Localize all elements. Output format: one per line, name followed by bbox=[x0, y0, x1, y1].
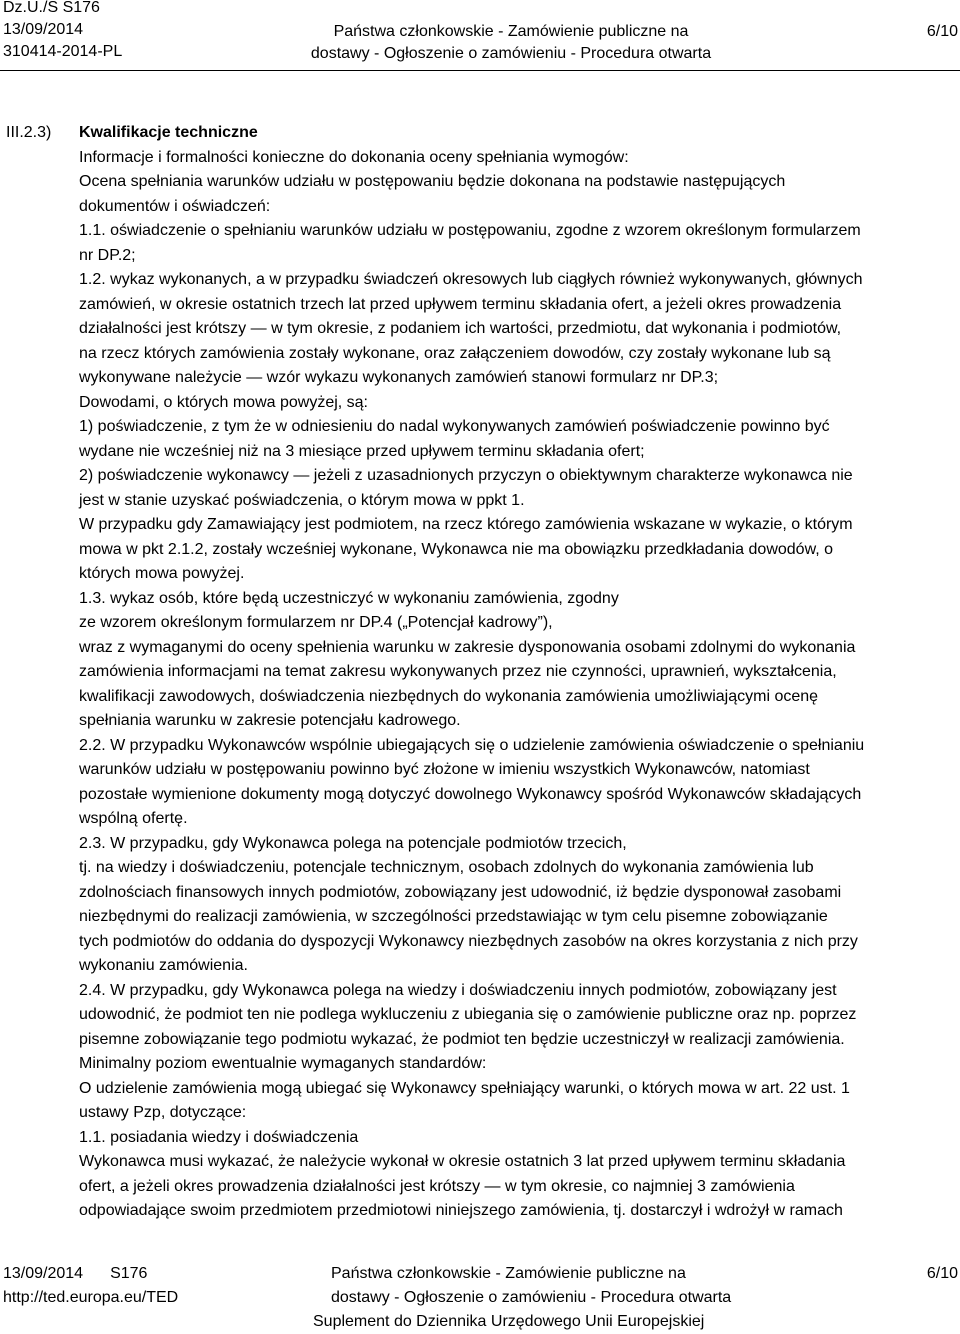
header-title-line2: dostawy - Ogłoszenie o zamówieniu - Procedura otwarta bbox=[310, 45, 712, 62]
body-line: W przypadku gdy Zamawiający jest podmiotem, na rzecz którego zamówienia wskazane w wykazie, o którym bbox=[79, 516, 853, 533]
body-line: mowa w pkt 2.1.2, zostały wcześniej wykonane, Wykonawca nie ma obowiązku przedkładania dowodów, o bbox=[79, 540, 834, 558]
header-date: 13/09/2014 bbox=[3, 21, 84, 38]
body-line: 2.3. W przypadku, gdy Wykonawca polega na potencjale podmiotów trzecich, bbox=[79, 834, 627, 852]
body-line: 1.1. oświadczenie o spełnianiu warunków udziału w postępowaniu, zgodne z wzorem określonym formularzem bbox=[79, 222, 861, 239]
body-line: Dowodami, o których mowa powyżej, są: bbox=[79, 393, 368, 411]
body-line: kwalifikacji zawodowych, doświadczenia niezbędnych do wykonania zamówienia umożliwiającymi ocenę bbox=[79, 687, 819, 705]
body-line: 2) poświadczenie wykonawcy — jeżeli z uzasadnionych przyczyn o obiektywnym charakterze wykonawca nie bbox=[79, 467, 853, 484]
header-page-number: 6/10 bbox=[926, 23, 958, 40]
body-line: Informacje i formalności konieczne do dokonania oceny spełniania wymogów: bbox=[79, 148, 629, 166]
header-title-line1: Państwa członkowskie - Zamówienie publiczne na bbox=[333, 23, 689, 40]
body-line: ustawy Pzp, dotyczące: bbox=[79, 1104, 247, 1121]
body-line: 2.2. W przypadku Wykonawców wspólnie ubiegających się o udzielenie zamówienia oświadczenie o spełnianiu bbox=[79, 736, 865, 754]
body-line: pozostałe wymienione dokumenty mogą dotyczyć dowolnego Wykonawcy spośród Wykonawców składających bbox=[79, 785, 862, 803]
header-title bbox=[0, 21, 960, 65]
footer-title bbox=[313, 1262, 732, 1334]
body-line: jest w stanie uzyskać poświadczenia, o którym mowa w ppkt 1. bbox=[79, 491, 525, 509]
doc-id: Dz.U./S S176 bbox=[3, 0, 100, 16]
body-line: 1.1. posiadania wiedzy i doświadczenia bbox=[79, 1128, 359, 1146]
body-line: Wykonawca musi wykazać, że należycie wykonał w okresie ostatnich 3 lat przed upływem terminu składania bbox=[79, 1153, 846, 1170]
body-line: pisemne zobowiązanie tego podmiotu wykazać, że podmiot ten będzie uczestniczył w realizacji zamówienia. bbox=[79, 1030, 845, 1048]
body-line: wykonywane należycie — wzór wykazu wykonanych zamówień stanowi formularz nr DP.3; bbox=[79, 369, 719, 386]
body-line: ze wzorem określonym formularzem nr DP.4 („Potencjał kadrowy”), bbox=[79, 614, 553, 631]
footer-title-line1: Państwa członkowskie - Zamówienie publiczne na bbox=[331, 1265, 686, 1282]
body-line: niezbędnymi do realizacji zamówienia, w szczególności przedstawiając w tym celu pisemne zobowiązanie bbox=[79, 908, 828, 925]
body-line: zamówienia informacjami na temat zakresu wykonywanych przez nie czynności, uprawnień, wykształcenia, bbox=[79, 663, 837, 680]
body-line: tj. na wiedzy i doświadczeniu, potencjale technicznym, osobach zdolnych do wykonania zamówienia lub bbox=[79, 859, 814, 876]
footer-page-number: 6/10 bbox=[926, 1265, 958, 1282]
body-line: wspólną ofertę. bbox=[79, 810, 188, 827]
body-line: działalności jest krótszy — w tym okresie, z podaniem ich wartości, przedmiotu, dat wykonania i podmiotów, bbox=[79, 320, 842, 337]
body-line: dokumentów i oświadczeń: bbox=[79, 197, 271, 215]
body-line: wykonaniu zamówienia. bbox=[79, 957, 248, 974]
body-line: warunków udziału w postępowaniu powinno być złożone w imieniu wszystkich Wykonawców, natomiast bbox=[79, 761, 810, 778]
section-number: III.2.3) bbox=[6, 124, 52, 141]
header-divider bbox=[0, 70, 960, 71]
header-ref: 310414-2014-PL bbox=[3, 43, 123, 60]
section-lines bbox=[79, 146, 949, 1224]
body-line: 1.3. wykaz osób, które będą uczestniczyć w wykonaniu zamówienia, zgodny bbox=[79, 589, 619, 607]
body-line: spełniania warunku w zakresie potencjału kadrowego. bbox=[79, 712, 461, 729]
footer-supplement: Suplement do Dziennika Urzędowego Unii Europejskiej bbox=[313, 1313, 705, 1330]
body-line: 1) poświadczenie, z tym że w odniesieniu do nadal wykonywanych zamówień poświadczenie powinno być bbox=[79, 418, 830, 435]
body-line: na rzecz których zamówienia zostały wykonane, oraz załączeniem dowodów, czy zostały wykonane lub są bbox=[79, 344, 831, 362]
body-line: 1.2. wykaz wykonanych, a w przypadku świadczeń okresowych lub ciągłych również wykonywanych, głównych bbox=[79, 271, 863, 288]
section-body bbox=[79, 121, 949, 1224]
body-line: zdolnościach finansowych innych podmiotów, zobowiązany jest udowodnić, iż będzie dysponował zasobami bbox=[79, 883, 842, 901]
body-line: Ocena spełniania warunków udziału w postępowaniu będzie dokonana na podstawie następujących bbox=[79, 173, 786, 190]
footer-url: http://ted.europa.eu/TED bbox=[3, 1289, 179, 1306]
body-line: 2.4. W przypadku, gdy Wykonawca polega na wiedzy i doświadczeniu innych podmiotów, zobowiązany jest bbox=[79, 981, 837, 999]
footer-left bbox=[3, 1262, 178, 1310]
body-line: odpowiadające swoim przedmiotem przedmiotowi niniejszego zamówienia, tj. dostarczył i wdrożył w ramach bbox=[79, 1202, 843, 1219]
body-line: tych podmiotów do oddania do dyspozycji Wykonawcy niezbędnych zasobów na okres korzystania z nich przy bbox=[79, 932, 858, 950]
footer-title-line2: dostawy - Ogłoszenie o zamówieniu - Procedura otwarta bbox=[331, 1289, 732, 1306]
body-line: O udzielenie zamówienia mogą ubiegać się Wykonawcy spełniający warunki, o których mowa w art. 22 ust. 1 bbox=[79, 1079, 850, 1097]
body-line: Minimalny poziom ewentualnie wymaganych standardów: bbox=[79, 1055, 487, 1072]
body-line: wraz z wymaganymi do oceny spełnienia warunku w zakresie dysponowania osobami zdolnymi do wykonania bbox=[79, 638, 856, 656]
body-line: ofert, a jeżeli okres prowadzenia działalności jest krótszy — w tym okresie, co najmniej 3 zamówienia bbox=[79, 1177, 795, 1195]
body-line: wydane nie wcześniej niż na 3 miesiące przed upływem terminu składania ofert; bbox=[79, 442, 645, 460]
body-line: udowodnić, że podmiot ten nie podlega wykluczeniu z ubiegania się o zamówienie publiczne oraz np. poprzez bbox=[79, 1006, 857, 1023]
body-line: których mowa powyżej. bbox=[79, 565, 245, 582]
section-title: Kwalifikacje techniczne bbox=[79, 124, 258, 141]
footer-date: 13/09/2014 bbox=[3, 1265, 84, 1282]
body-line: nr DP.2; bbox=[79, 246, 136, 264]
footer-issue: S176 bbox=[110, 1265, 148, 1282]
body-line: zamówień, w okresie ostatnich trzech lat przed upływem terminu składania ofert, a jeżeli okres prowadzenia bbox=[79, 295, 842, 313]
